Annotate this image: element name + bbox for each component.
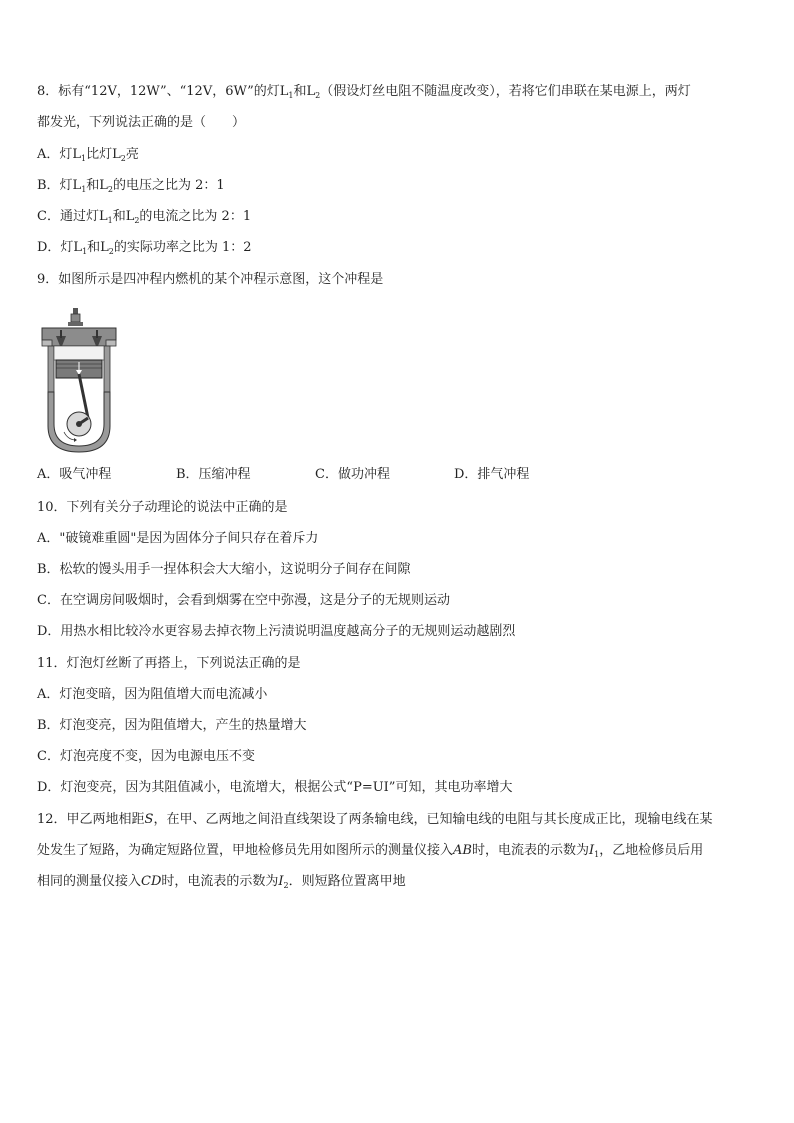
q12-var-cd: CD	[141, 874, 162, 889]
q12-var-i2: I	[278, 874, 284, 889]
q11-option-c[interactable]: C．灯泡亮度不变，因为电源电压不变	[37, 749, 255, 764]
q8-option-b-text2: 和L	[86, 178, 108, 193]
q12-text-2b: 时，电流表的示数为	[471, 843, 589, 858]
q8-option-d-sub2: 2	[108, 247, 114, 256]
q9-option-a[interactable]: A．吸气冲程	[37, 467, 112, 482]
q8-option-b-sub2: 2	[107, 185, 114, 194]
q8-option-d-text2: 和L	[87, 240, 109, 255]
q9-stem: 9．如图所示是四冲程内燃机的某个冲程示意图，这个冲程是	[37, 272, 384, 287]
q12-var-s: S	[144, 812, 154, 827]
q8-stem-line2: 都发光，下列说法正确的是（ ）	[37, 115, 246, 130]
q8-option-b-text1: B．灯L	[37, 178, 82, 193]
q9-option-d[interactable]: D．排气冲程	[454, 467, 530, 482]
q8-option-a-text2: 比灯L	[86, 147, 121, 162]
q11-option-d[interactable]: D．灯泡变亮，因为其阻值减小，电流增大，根据公式“P=UI”可知，其电功率增大	[37, 780, 513, 795]
q8-option-d-sub1: 1	[82, 247, 88, 256]
q12-text-2a: 处发生了短路，为确定短路位置，甲地检修员先用如图所示的测量仪接入	[37, 843, 454, 858]
q8-option-d[interactable]	[37, 239, 252, 261]
q8-option-b-sub1: 1	[81, 185, 87, 194]
q8-stem-a: 8．标有“12V，12W”、“12V，6W”的灯L	[37, 84, 289, 99]
q9-option-c[interactable]: C．做功冲程	[315, 467, 390, 482]
q11-stem: 11．灯泡灯丝断了再搭上，下列说法正确的是	[37, 656, 301, 671]
q9-option-b[interactable]: B．压缩冲程	[176, 467, 251, 482]
q10-stem: 10．下列有关分子动理论的说法中正确的是	[37, 500, 288, 515]
q8-option-c[interactable]	[37, 208, 251, 230]
q8-option-c-sub2: 2	[134, 216, 140, 225]
q12-sub1: 1	[594, 850, 600, 859]
q12-stem-line2	[37, 842, 703, 864]
q8-option-c-text3: 的电流之比为 2：1	[139, 209, 252, 224]
q12-text-3c: ．则短路位置离甲地	[288, 874, 406, 889]
q8-stem-c: （假设灯丝电阻不随温度改变），若将它们串联在某电源上，两灯	[320, 84, 691, 99]
q10-option-a[interactable]: A．"破镜难重圆"是因为固体分子间只存在着斥力	[37, 531, 319, 546]
q10-option-b[interactable]: B．松软的馒头用手一捏体积会大大缩小，这说明分子间存在间隙	[37, 562, 411, 577]
engine-stroke-diagram-icon	[38, 306, 122, 456]
q10-option-d[interactable]: D．用热水相比较冷水更容易去掉衣物上污渍说明温度越高分子的无规则运动越剧烈	[37, 624, 516, 639]
q8-option-a-text3: 亮	[125, 147, 139, 162]
q12-text-1a: 12．甲乙两地相距	[37, 812, 145, 827]
q8-option-a-sub1: 1	[81, 154, 87, 163]
q8-option-c-text2: 和L	[112, 209, 135, 224]
q8-option-c-sub1: 1	[107, 216, 113, 225]
q8-stem-line1	[37, 83, 691, 105]
q8-option-a-sub2: 2	[120, 154, 126, 163]
q8-stem-b: 和L	[293, 84, 316, 99]
q12-sub2: 2	[283, 881, 289, 890]
q11-option-a[interactable]: A．灯泡变暗，因为阻值增大而电流减小	[37, 687, 268, 702]
q8-sub1: 1	[288, 91, 294, 100]
q8-option-a-text1: A．灯L	[37, 147, 82, 162]
q10-option-c[interactable]: C．在空调房间吸烟时，会看到烟雾在空中弥漫，这是分子的无规则运动	[37, 593, 450, 608]
q8-option-d-text3: 的实际功率之比为 1：2	[113, 240, 252, 255]
q12-text-3a: 相同的测量仪接入	[37, 874, 142, 889]
q8-option-b-text3: 的电压之比为 2：1	[113, 178, 225, 193]
q12-stem-line3	[37, 873, 406, 895]
q12-var-i1: I	[588, 843, 595, 858]
q8-option-a[interactable]	[37, 146, 139, 168]
q8-option-b[interactable]	[37, 177, 225, 199]
q12-text-3b: 时，电流表的示数为	[161, 874, 279, 889]
q8-option-d-text1: D．灯L	[37, 240, 83, 255]
q12-text-1b: ，在甲、乙两地之间沿直线架设了两条输电线，已知输电线的电阻与其长度成正比，现输电线在某	[153, 812, 713, 827]
q11-option-b[interactable]: B．灯泡变亮，因为阻值增大，产生的热量增大	[37, 718, 307, 733]
q8-option-c-text1: C．通过灯L	[37, 209, 108, 224]
q12-text-2c: ，乙地检修员后用	[599, 843, 704, 858]
q12-stem-line1	[37, 811, 712, 829]
q12-var-ab: AB	[453, 843, 472, 858]
q8-sub2: 2	[315, 91, 321, 100]
